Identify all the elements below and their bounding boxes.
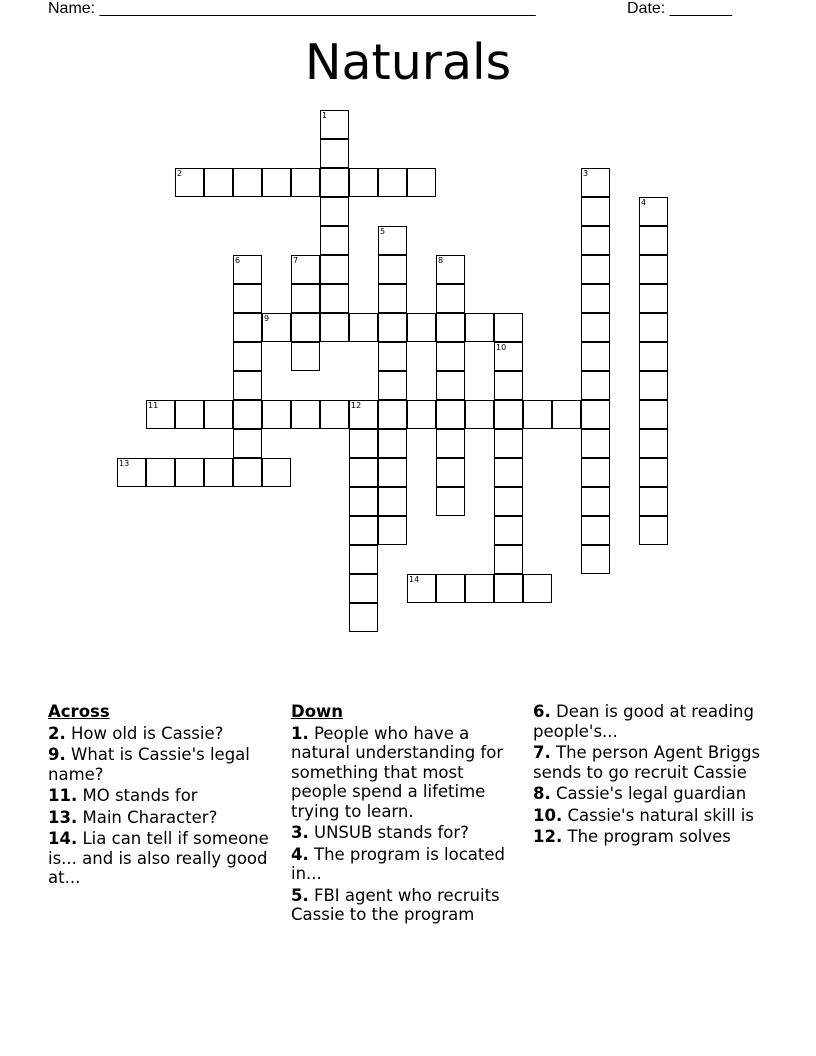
grid-cell[interactable] bbox=[378, 400, 407, 429]
grid-cell[interactable] bbox=[349, 168, 378, 197]
grid-cell[interactable] bbox=[436, 342, 465, 371]
grid-cell[interactable] bbox=[349, 603, 378, 632]
grid-cell[interactable] bbox=[349, 458, 378, 487]
clue-item-number: 10. bbox=[533, 805, 563, 825]
grid-cell[interactable] bbox=[349, 516, 378, 545]
grid-cell[interactable] bbox=[320, 255, 349, 284]
grid-cell[interactable] bbox=[581, 458, 610, 487]
grid-cell[interactable] bbox=[494, 545, 523, 574]
clue-item-text: Cassie's legal guardian bbox=[556, 784, 747, 803]
clue-number: 8 bbox=[438, 256, 444, 265]
grid-cell[interactable] bbox=[378, 168, 407, 197]
name-label: Name: bbox=[48, 0, 96, 17]
clue-item bbox=[533, 702, 773, 741]
clue-item bbox=[291, 823, 521, 843]
grid-cell[interactable] bbox=[639, 429, 668, 458]
clue-item bbox=[48, 808, 276, 828]
grid-cell[interactable] bbox=[378, 313, 407, 342]
grid-cell[interactable] bbox=[233, 400, 262, 429]
grid-cell[interactable] bbox=[436, 313, 465, 342]
grid-cell[interactable] bbox=[494, 429, 523, 458]
clue-item bbox=[533, 827, 773, 847]
grid-cell[interactable] bbox=[407, 313, 436, 342]
grid-cell[interactable] bbox=[436, 574, 465, 603]
grid-cell[interactable] bbox=[378, 371, 407, 400]
grid-cell[interactable] bbox=[407, 168, 436, 197]
clue-item bbox=[48, 745, 276, 784]
grid-cell[interactable] bbox=[291, 342, 320, 371]
grid-cell[interactable] bbox=[175, 458, 204, 487]
grid-cell[interactable] bbox=[320, 168, 349, 197]
clue-number: 3 bbox=[583, 169, 589, 178]
grid-cell[interactable] bbox=[436, 284, 465, 313]
grid-cell[interactable] bbox=[262, 313, 291, 342]
clue-item bbox=[291, 886, 521, 925]
grid-cell[interactable] bbox=[639, 255, 668, 284]
grid-cell[interactable] bbox=[436, 429, 465, 458]
grid-cell[interactable] bbox=[494, 400, 523, 429]
grid-cell[interactable] bbox=[320, 139, 349, 168]
grid-cell[interactable] bbox=[639, 313, 668, 342]
grid-cell[interactable] bbox=[233, 313, 262, 342]
grid-cell[interactable] bbox=[378, 429, 407, 458]
clue-number: 10 bbox=[496, 343, 507, 352]
grid-cell[interactable] bbox=[494, 313, 523, 342]
grid-cell[interactable] bbox=[494, 487, 523, 516]
grid-cell[interactable] bbox=[639, 400, 668, 429]
grid-cell[interactable] bbox=[291, 284, 320, 313]
grid-cell[interactable] bbox=[581, 487, 610, 516]
grid-cell[interactable] bbox=[349, 487, 378, 516]
grid-cell[interactable] bbox=[320, 110, 349, 139]
grid-cell[interactable] bbox=[320, 284, 349, 313]
clue-item-text: The program solves bbox=[567, 827, 731, 846]
grid-cell[interactable] bbox=[639, 197, 668, 226]
grid-cell[interactable] bbox=[581, 516, 610, 545]
across-clues bbox=[48, 702, 276, 890]
clue-item-text: The program is located in... bbox=[291, 844, 505, 883]
grid-cell[interactable] bbox=[175, 400, 204, 429]
grid-cell[interactable] bbox=[349, 545, 378, 574]
grid-cell[interactable] bbox=[204, 458, 233, 487]
grid-cell[interactable] bbox=[262, 458, 291, 487]
clue-item-text: The person Agent Briggs sends to go recruit Cassie bbox=[533, 743, 761, 782]
grid-cell[interactable] bbox=[639, 226, 668, 255]
clue-item-number: 13. bbox=[48, 807, 78, 827]
clue-item-number: 3. bbox=[291, 823, 309, 842]
clue-number: 9 bbox=[264, 314, 270, 323]
clue-item-text: FBI agent who recruits Cassie to the program bbox=[291, 885, 500, 924]
grid-cell[interactable] bbox=[494, 516, 523, 545]
grid-cell[interactable] bbox=[378, 226, 407, 255]
grid-cell[interactable] bbox=[349, 400, 378, 429]
grid-cell[interactable] bbox=[465, 400, 494, 429]
clue-item-text: What is Cassie's legal name? bbox=[48, 745, 250, 784]
grid-cell[interactable] bbox=[581, 255, 610, 284]
across-heading: Across bbox=[48, 702, 110, 721]
clue-item-number: 7. bbox=[533, 743, 551, 762]
name-blank: _________________________________________________ bbox=[99, 0, 536, 17]
grid-cell[interactable] bbox=[233, 458, 262, 487]
grid-cell[interactable] bbox=[552, 400, 581, 429]
grid-cell[interactable] bbox=[233, 342, 262, 371]
grid-cell[interactable] bbox=[639, 342, 668, 371]
grid-cell[interactable] bbox=[320, 197, 349, 226]
clue-number: 1 bbox=[322, 111, 328, 120]
grid-cell[interactable] bbox=[494, 574, 523, 603]
grid-cell[interactable] bbox=[581, 168, 610, 197]
clue-item-number: 5. bbox=[291, 885, 309, 905]
clue-item bbox=[533, 743, 773, 782]
grid-cell[interactable] bbox=[581, 400, 610, 429]
down-clue-list-continued bbox=[533, 702, 773, 847]
grid-cell[interactable] bbox=[407, 400, 436, 429]
grid-cell[interactable] bbox=[407, 574, 436, 603]
clue-item-number: 9. bbox=[48, 745, 66, 764]
clue-item-number: 4. bbox=[291, 844, 309, 864]
clue-item-number: 2. bbox=[48, 723, 66, 743]
grid-cell[interactable] bbox=[204, 168, 233, 197]
date-blank: _______ bbox=[669, 0, 732, 17]
page-title: Naturals bbox=[304, 34, 512, 91]
grid-cell[interactable] bbox=[291, 313, 320, 342]
grid-cell[interactable] bbox=[320, 226, 349, 255]
grid-cell[interactable] bbox=[378, 342, 407, 371]
clue-item bbox=[291, 845, 521, 884]
grid-cell[interactable] bbox=[175, 168, 204, 197]
clue-item-text: Dean is good at reading people's... bbox=[533, 702, 754, 741]
clue-number: 11 bbox=[148, 401, 159, 410]
grid-cell[interactable] bbox=[233, 284, 262, 313]
grid-cell[interactable] bbox=[639, 284, 668, 313]
across-clue-list bbox=[48, 724, 276, 888]
clue-item bbox=[533, 806, 773, 826]
grid-cell[interactable] bbox=[494, 342, 523, 371]
grid-cell[interactable] bbox=[523, 400, 552, 429]
clue-item-text: People who have a natural understanding for something that most people spend a lifetime trying to learn. bbox=[291, 723, 504, 821]
clue-number: 4 bbox=[641, 198, 647, 207]
clue-item bbox=[48, 829, 276, 888]
grid-cell[interactable] bbox=[378, 516, 407, 545]
clue-item-text: Lia can tell if someone is... and is also really good at... bbox=[48, 829, 269, 887]
grid-cell[interactable] bbox=[320, 313, 349, 342]
clue-number: 12 bbox=[351, 401, 362, 410]
grid-cell[interactable] bbox=[581, 429, 610, 458]
clue-item-number: 6. bbox=[533, 702, 551, 721]
grid-cell[interactable] bbox=[233, 371, 262, 400]
grid-cell[interactable] bbox=[262, 168, 291, 197]
clue-item bbox=[533, 784, 773, 804]
grid-cell[interactable] bbox=[639, 516, 668, 545]
grid-cell[interactable] bbox=[465, 574, 494, 603]
grid-cell[interactable] bbox=[117, 458, 146, 487]
grid-cell[interactable] bbox=[233, 255, 262, 284]
grid-cell[interactable] bbox=[581, 545, 610, 574]
grid-cell[interactable] bbox=[349, 574, 378, 603]
grid-cell[interactable] bbox=[639, 487, 668, 516]
grid-cell[interactable] bbox=[436, 487, 465, 516]
clue-number: 14 bbox=[409, 575, 420, 584]
clue-item-text: Cassie's natural skill is bbox=[567, 805, 754, 825]
grid-cell[interactable] bbox=[146, 458, 175, 487]
grid-cell[interactable] bbox=[204, 400, 233, 429]
clue-item-text: How old is Cassie? bbox=[71, 723, 224, 743]
down-clues-continued bbox=[533, 702, 773, 849]
grid-cell[interactable] bbox=[320, 400, 349, 429]
clue-item-number: 11. bbox=[48, 786, 78, 805]
grid-cell[interactable] bbox=[378, 284, 407, 313]
date-label: Date: bbox=[627, 0, 666, 17]
grid-cell[interactable] bbox=[581, 226, 610, 255]
grid-cell[interactable] bbox=[233, 429, 262, 458]
grid-cell[interactable] bbox=[639, 458, 668, 487]
grid-cell[interactable] bbox=[581, 197, 610, 226]
clue-item-text: Main Character? bbox=[82, 807, 218, 827]
grid-cell[interactable] bbox=[146, 400, 175, 429]
grid-cell[interactable] bbox=[233, 168, 262, 197]
grid-cell[interactable] bbox=[581, 342, 610, 371]
clue-number: 7 bbox=[293, 256, 299, 265]
clue-item bbox=[48, 786, 276, 806]
clue-item-text: MO stands for bbox=[82, 786, 198, 805]
grid-cell[interactable] bbox=[581, 371, 610, 400]
grid-cell[interactable] bbox=[639, 371, 668, 400]
grid-cell[interactable] bbox=[494, 458, 523, 487]
clue-item bbox=[291, 724, 521, 822]
grid-cell[interactable] bbox=[581, 313, 610, 342]
down-clues bbox=[291, 702, 521, 927]
grid-cell[interactable] bbox=[349, 429, 378, 458]
down-heading: Down bbox=[291, 702, 344, 721]
grid-cell[interactable] bbox=[436, 458, 465, 487]
clue-item-number: 12. bbox=[533, 827, 563, 846]
grid-cell[interactable] bbox=[436, 371, 465, 400]
clue-item-number: 1. bbox=[291, 723, 309, 743]
grid-cell[interactable] bbox=[378, 487, 407, 516]
clue-item-number: 8. bbox=[533, 784, 551, 803]
grid-cell[interactable] bbox=[436, 400, 465, 429]
grid-cell[interactable] bbox=[378, 458, 407, 487]
clue-item-number: 14. bbox=[48, 829, 78, 848]
clue-number: 2 bbox=[177, 169, 183, 178]
grid-cell[interactable] bbox=[291, 168, 320, 197]
grid-cell[interactable] bbox=[465, 313, 494, 342]
grid-cell[interactable] bbox=[262, 400, 291, 429]
clue-item bbox=[48, 724, 276, 744]
grid-cell[interactable] bbox=[291, 255, 320, 284]
clue-number: 5 bbox=[380, 227, 386, 236]
down-clue-list bbox=[291, 724, 521, 925]
grid-cell[interactable] bbox=[378, 255, 407, 284]
clue-item-text: UNSUB stands for? bbox=[314, 823, 469, 842]
grid-cell[interactable] bbox=[523, 574, 552, 603]
grid-cell[interactable] bbox=[291, 400, 320, 429]
clue-number: 6 bbox=[235, 256, 241, 265]
grid-cell[interactable] bbox=[494, 371, 523, 400]
grid-cell[interactable] bbox=[436, 255, 465, 284]
grid-cell[interactable] bbox=[581, 284, 610, 313]
clue-number: 13 bbox=[119, 459, 130, 468]
grid-cell[interactable] bbox=[349, 313, 378, 342]
